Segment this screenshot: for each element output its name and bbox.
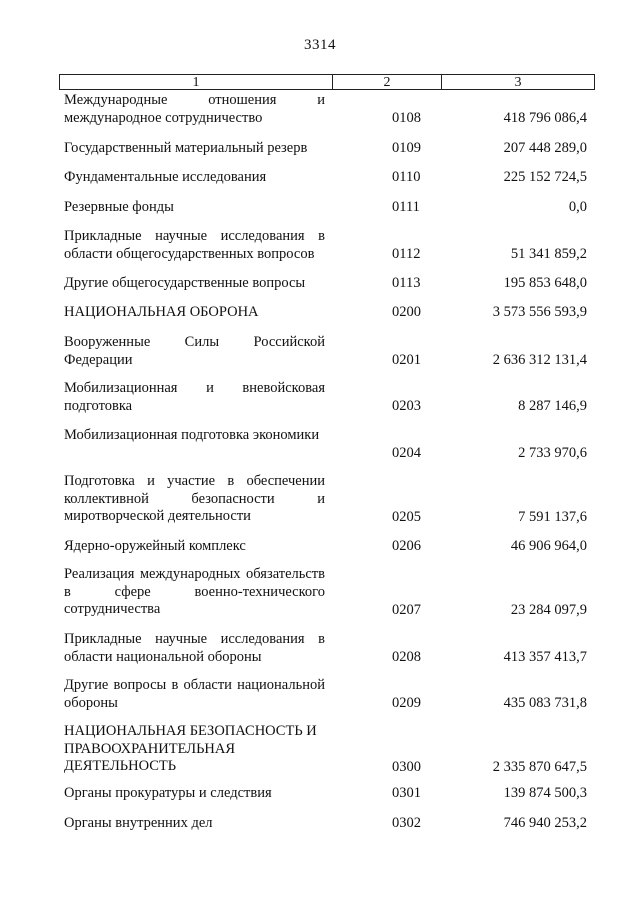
row-name: НАЦИОНАЛЬНАЯ ОБОРОНА [64,304,259,320]
row-code: 0201 [392,352,421,368]
row-name: Резервные фонды [64,199,174,215]
row-name: НАЦИОНАЛЬНАЯ БЕЗОПАСНОСТЬ И ПРАВООХРАНИТЕЛЬНАЯ ДЕЯТЕЛЬНОСТЬ [64,723,317,774]
row-code: 0108 [392,110,421,126]
table-row [0,228,640,264]
row-code: 0112 [392,246,421,262]
table-row [0,199,640,217]
table-row [0,785,640,803]
row-amount: 7 591 137,6 [518,509,587,525]
row-code: 0302 [392,815,421,831]
row-code: 0111 [392,199,420,215]
row-amount: 746 940 253,2 [503,815,587,831]
table-row [0,304,640,322]
row-amount: 207 448 289,0 [503,140,587,156]
row-amount: 8 287 146,9 [518,398,587,414]
row-code: 0209 [392,695,421,711]
row-amount: 51 341 859,2 [510,246,587,262]
table-row [0,566,640,620]
table-row [0,538,640,556]
row-name: Вооруженные Силы Российской Федерации [64,334,325,368]
table-row [0,140,640,158]
table-row [0,427,640,463]
table-row [0,677,640,713]
row-code: 0109 [392,140,421,156]
row-name: Международные отношения и международное сотрудничество [64,92,325,126]
row-amount: 418 796 086,4 [503,110,587,126]
table-row [0,92,640,128]
row-code: 0113 [392,275,421,291]
row-code: 0301 [392,785,421,801]
row-name: Органы прокуратуры и следствия [64,785,272,801]
row-code: 0300 [392,759,421,775]
row-amount: 2 636 312 131,4 [492,352,587,368]
row-name: Другие общегосударственные вопросы [64,275,306,291]
table-row [0,631,640,667]
column-header-3: 3 [514,75,522,90]
row-amount: 23 284 097,9 [510,602,587,618]
table-row [0,334,640,370]
row-amount: 139 874 500,3 [503,785,587,801]
row-amount: 195 853 648,0 [503,275,587,291]
row-code: 0203 [392,398,421,414]
row-code: 0110 [392,169,421,185]
table-column-header [59,74,595,90]
row-amount: 435 083 731,8 [503,695,587,711]
table-row [0,815,640,833]
row-code: 0200 [392,304,421,320]
row-name: Прикладные научные исследования в области общегосударственных вопросов [64,228,325,262]
row-code: 0205 [392,509,421,525]
row-amount: 3 573 556 593,9 [492,304,587,320]
row-name: Подготовка и участие в обеспечении коллективной безопасности и миротворческой деятельности [64,473,325,524]
page-number: 3314 [304,37,336,53]
row-amount: 413 357 413,7 [503,649,587,665]
table-row [0,473,640,527]
row-amount: 225 152 724,5 [503,169,587,185]
column-header-1: 1 [60,75,333,89]
row-name: Ядерно-оружейный комплекс [64,538,246,554]
row-name: Мобилизационная подготовка экономики [64,427,320,443]
table-row [0,169,640,187]
row-name: Прикладные научные исследования в области национальной обороны [64,631,325,665]
row-amount: 2 733 970,6 [518,445,587,461]
row-amount: 0,0 [568,199,587,215]
table-row [0,723,640,777]
row-name: Реализация международных обязательств в сфере военно-технического сотрудничества [64,566,325,617]
row-name: Другие вопросы в области национальной обороны [64,677,325,711]
row-name: Государственный материальный резерв [64,140,308,156]
row-name: Фундаментальные исследования [64,169,267,185]
table-row [0,275,640,293]
row-code: 0207 [392,602,421,618]
row-code: 0204 [392,445,421,461]
row-name: Органы внутренних дел [64,815,213,831]
row-code: 0206 [392,538,421,554]
row-amount: 46 906 964,0 [510,538,587,554]
column-header-2: 2 [333,75,442,89]
row-code: 0208 [392,649,421,665]
table-row [0,380,640,416]
row-amount: 2 335 870 647,5 [492,759,587,775]
row-name: Мобилизационная и вневойсковая подготовка [64,380,325,414]
